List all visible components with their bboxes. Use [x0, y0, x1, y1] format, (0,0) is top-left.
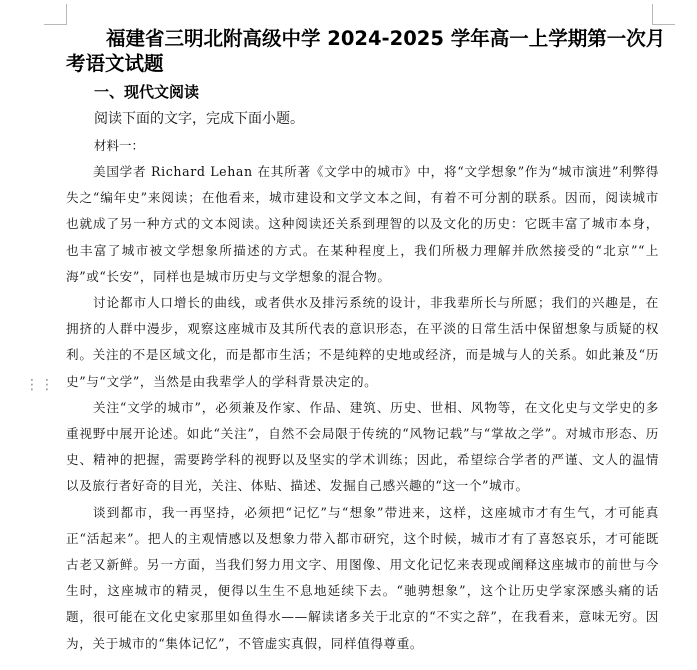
paragraph: 美国学者 Richard Lehan 在其所著《文学中的城市》中，将“文学想象”作为“城市演进”利弊得失之“编年史”来阅读；在他看来，城市建设和文学文本之间，有着不可分割的联系。因而，阅读城市也就成了另一种方式的文本阅读。这种阅读还关系到理智的以及文化的历史：它既丰富了城市本身，也丰富了城市被文学想象所描述的方式。在某种程度上，我们所极力理解并欣然接受的“北京”“上海”或“长安”，同样也是城市历史与文学想象的混合物。: [66, 164, 659, 284]
paragraph: 谈到都市，我一再坚持，必须把“记忆”与“想象”带进来，这样，这座城市才有生气，才可能真正“活起来”。把人的主观情感以及想象力带入都市研究，这个时候，城市才有了喜怒哀乐，才可能既古老又新鲜。另一方面，当我们努力用文字、用图像、用文化记忆来表现或阐释这座城市的前世与今生时，这座城市的精灵，便得以生生不息地延续下去。“驰骋想象”，这个让历史学家深感头痛的话题，很可能在文化史家那里如鱼得水——解读诸多关于北京的“不实之辞”，在我看来，意味无穷。因为，关于城市的“集体记忆”，不管虚实真假，同样值得尊重。: [66, 504, 659, 651]
reading-instruction: 阅读下面的文字，完成下面小题。: [94, 111, 304, 127]
page-corner-mark-right: [652, 4, 675, 25]
material-body: [66, 159, 659, 657]
section-heading: 一、现代文阅读: [94, 83, 200, 101]
document-title: 福建省三明北附高级中学 2024-2025 学年高一上学期第一次月考语文试题: [66, 27, 666, 75]
paragraph: 关注“文学的城市”，必须兼及作家、作品、建筑、历史、世相、风物等，在文化史与文学史的多重视野中展开论述。如此“关注”，自然不会局限于传统的“风物记载”与“掌故之学”。对城市形态、历史、精神的把握，需要跨学科的视野以及坚实的学术训练；因此，希望综合学者的严谨、文人的温情以及旅行者好奇的目光，关注、体贴、描述、发掘自己感兴趣的“这一个”城市。: [66, 399, 659, 494]
material-label: 材料一：: [94, 138, 145, 153]
drag-handle-icon[interactable]: ⋮⋮: [25, 377, 55, 393]
page-corner-mark-left: [44, 4, 67, 25]
paragraph: 讨论都市人口增长的曲线，或者供水及排污系统的设计，非我辈所长与所愿；我们的兴趣是，在拥挤的人群中漫步，观察这座城市及其所代表的意识形态，在平淡的日常生活中保留想象与质疑的权利。关注的不是区域文化，而是都市生活；不是纯粹的史地或经济，而是城与人的关系。如此兼及“历史”与“文学”，当然是由我辈学人的学科背景决定的。: [66, 295, 659, 389]
